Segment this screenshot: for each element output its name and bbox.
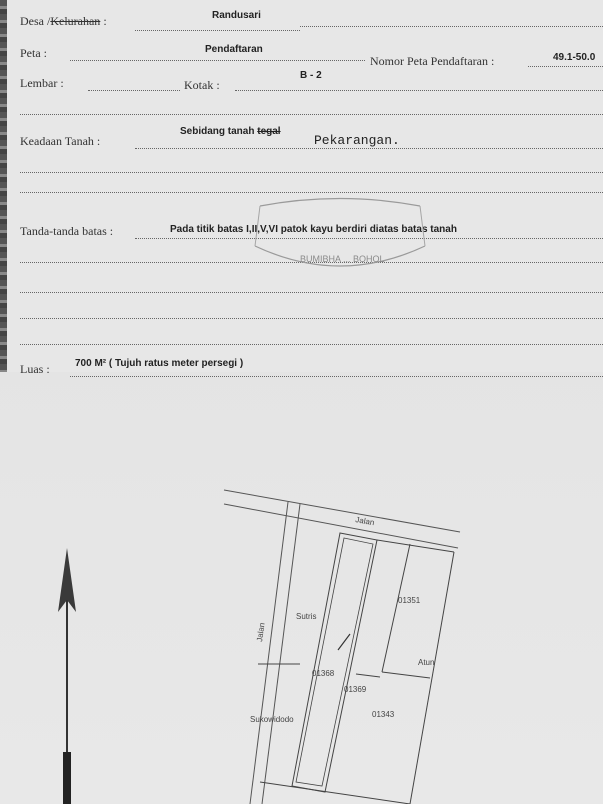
north-arrow-icon — [58, 548, 76, 804]
desa-value: Randusari — [212, 10, 261, 21]
label-01343: 01343 — [372, 710, 395, 719]
peta-value: Pendaftaran — [205, 44, 263, 55]
lembar-dotline — [88, 90, 180, 91]
blank-dotline-3 — [20, 192, 603, 193]
road-top — [224, 490, 460, 548]
peta-label: Peta : — [20, 46, 47, 60]
label-sutris: Sutris — [296, 612, 317, 621]
tanda-batas-value: Pada titik batas I,II,V,VI patok kayu berdiri diatas batas tanah — [170, 224, 457, 235]
road-left-label: Jalan — [255, 622, 267, 643]
label-01351: 01351 — [398, 596, 421, 605]
tegal-struck: tegal — [257, 126, 281, 137]
keadaan-value: Sebidang tanah tegal — [180, 126, 281, 137]
desa-dotline — [135, 30, 300, 31]
nomor-peta-label: Nomor Peta Pendaftaran : — [370, 54, 495, 68]
blank-dotline-5 — [20, 292, 603, 293]
tanda-batas-label: Tanda-tanda batas : — [20, 224, 114, 238]
blank-dotline-7 — [20, 344, 603, 345]
label-atun: Atun — [418, 658, 435, 667]
nomor-peta-dotline — [528, 66, 603, 67]
lembar-label: Lembar : — [20, 76, 64, 90]
luas-value: 700 M² ( Tujuh ratus meter persegi ) — [75, 358, 244, 369]
stamp-text: BUMIBHA ... BOHOL — [300, 254, 385, 264]
parcel-boundaries — [258, 533, 454, 804]
parcel-sketch-map — [0, 372, 603, 804]
keadaan-typed-value: Pekarangan. — [314, 133, 400, 148]
pen-mark — [338, 634, 350, 650]
keadaan-label: Keadaan Tanah : — [20, 134, 101, 148]
land-form-section — [7, 0, 603, 372]
kotak-dotline — [235, 90, 603, 91]
peta-dotline — [70, 60, 365, 61]
blank-dotline-2 — [20, 172, 603, 173]
nomor-peta-value: 49.1-50.0 — [553, 52, 596, 63]
kotak-label: Kotak : — [184, 78, 220, 92]
desa-dotline-right — [300, 26, 603, 27]
kelurahan-struck: Kelurahan — [50, 14, 101, 28]
label-sukowidodo: Sukowidodo — [250, 715, 294, 724]
blank-dotline-6 — [20, 318, 603, 319]
keadaan-dotline — [135, 148, 603, 149]
label-01368: 01368 — [312, 669, 335, 678]
official-stamp — [240, 196, 440, 276]
luas-label: Luas : — [20, 362, 50, 376]
kotak-value: B - 2 — [300, 70, 322, 81]
road-left — [250, 502, 300, 804]
binding-edge — [0, 0, 7, 372]
label-01369: 01369 — [344, 685, 367, 694]
blank-dotline — [20, 114, 603, 115]
road-top-label: Jalan — [354, 515, 376, 528]
desa-label: Desa /Kelurahan : — [20, 14, 107, 28]
